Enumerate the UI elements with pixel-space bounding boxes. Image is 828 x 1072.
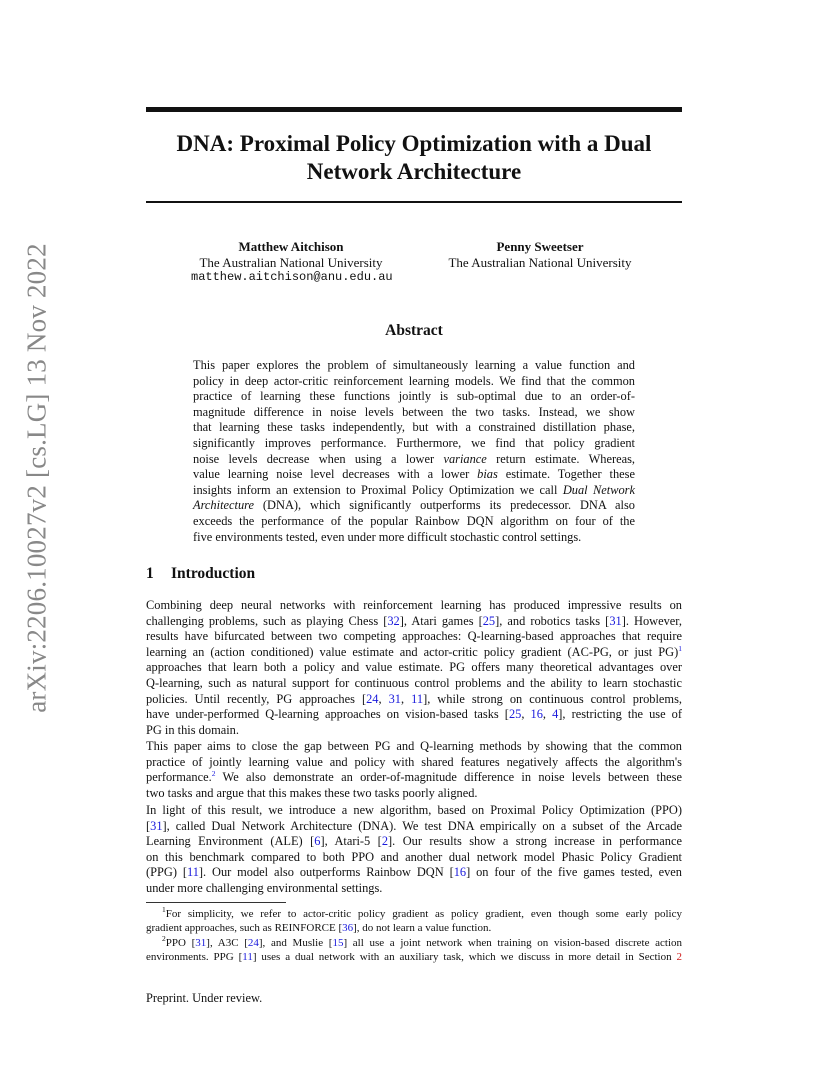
- citation-link[interactable]: 15: [332, 937, 344, 949]
- author-name: Matthew Aitchison: [238, 239, 344, 254]
- citation-link[interactable]: 32: [387, 613, 400, 628]
- paragraph-line: Q-learning, such as natural support for continuous control problems and the ability to learn stochastic: [146, 675, 682, 690]
- footnote-marker[interactable]: 2: [211, 769, 216, 779]
- paragraph-line: have under-performed Q-learning approaches on vision-based tasks [25, 16, 4], restricting the use of: [146, 707, 682, 722]
- abstract-line: five environments tested, even under more difficult stochastic control settings.: [193, 529, 582, 544]
- footnote-1: [146, 907, 682, 935]
- abstract-line: Architecture (DNA), which significantly outperforms its predecessor. DNA also: [193, 498, 635, 513]
- author-affiliation: The Australian National University: [448, 254, 632, 270]
- abstract-line: practice of learning these functions jointly is sub-optimal due to an order-of-: [193, 389, 635, 404]
- abstract-line: significantly improves performance. Furthermore, we find that policy gradient: [193, 435, 635, 450]
- abstract-line: value learning noise level decreases with a lower bias estimate. Together these: [193, 467, 635, 482]
- paragraph-line: (PPG) [11]. Our model also outperforms Rainbow DQN [16] on four of the five games tested, even: [146, 865, 682, 880]
- paragraph-line: under more challenging environmental settings.: [146, 880, 383, 895]
- arxiv-identifier: [21, 243, 52, 713]
- paragraph-line: two tasks and argue that this makes these two tasks poorly aligned.: [146, 785, 478, 800]
- emphasis-dna-name: Architecture: [193, 498, 255, 513]
- citation-link[interactable]: 2: [381, 834, 389, 849]
- paragraph-line: [31], called Dual Network Architecture (DNA). We test DNA empirically on a subset of the Arcade: [146, 818, 682, 833]
- citation-link[interactable]: 4: [552, 707, 559, 722]
- section-title: Introduction: [171, 565, 256, 582]
- abstract-line: insights inform an extension to Proximal Policy Optimization we call Dual Network: [193, 482, 636, 497]
- paragraph-line: policies. Until recently, PG approaches [24, 31, 11], while strong on continuous control problems,: [146, 691, 682, 706]
- citation-link[interactable]: 31: [609, 613, 622, 628]
- abstract-line: magnitude difference in noise levels between the two tasks. Instead, we show: [193, 404, 635, 419]
- paragraph-2: [146, 739, 682, 801]
- paragraph-line: learning an (action conditioned) value estimate and actor-critic policy gradient (AC-PG, or just PG)$^1$: [146, 643, 682, 659]
- paragraph-line: performance.$^2$ We also demonstrate an order-of-magnitude difference in noise levels between these: [146, 769, 682, 785]
- footnote-2: [146, 936, 682, 964]
- author-1: [191, 239, 391, 286]
- paragraph-line: This paper aims to close the gap between PG and Q-learning methods by showing that the common: [146, 739, 682, 753]
- citation-link[interactable]: 11: [411, 691, 424, 706]
- footnote-line: environments. PPG [11] uses a dual network with an auxiliary task, which we discuss in more detail in Section 2: [146, 951, 682, 964]
- footnote-line: gradient approaches, such as REINFORCE [36], do not learn a value function.: [146, 922, 492, 935]
- citation-link[interactable]: 16: [530, 707, 543, 722]
- emphasis-variance: variance: [443, 451, 487, 466]
- paragraph-line: Learning Environment (ALE) [6], Atari-5 [2]. Our results show a strong increase in performance: [146, 834, 682, 849]
- title-top-rule: [146, 107, 682, 112]
- author-affiliation: The Australian National University: [199, 254, 383, 270]
- section-number: 1: [146, 565, 154, 582]
- abstract-line: noise levels decrease when using a lower variance return estimate. Whereas,: [193, 451, 635, 466]
- section-ref-link[interactable]: 2: [676, 951, 682, 964]
- citation-link[interactable]: 31: [388, 691, 401, 706]
- paragraph-line: practice of jointly learning value and policy with shared features negatively affects the algorithm's: [146, 754, 682, 769]
- title-line-2: Network Architecture: [306, 159, 522, 184]
- paragraph-1: [146, 598, 682, 738]
- emphasis-dna-name: Dual Network: [562, 482, 636, 497]
- footnote-number: 1: [162, 905, 166, 914]
- footnote-number: 2: [162, 934, 166, 943]
- author-2: [440, 239, 640, 270]
- emphasis-bias: bias: [477, 467, 498, 482]
- footnote-line: $^1$For simplicity, we refer to actor-critic policy gradient as policy gradient, even though some early policy: [162, 905, 682, 920]
- citation-link[interactable]: 36: [342, 922, 354, 935]
- citation-link[interactable]: 11: [242, 951, 253, 964]
- citation-link[interactable]: 24: [366, 691, 379, 706]
- paragraph-3: [146, 803, 682, 897]
- citation-link[interactable]: 24: [247, 937, 259, 949]
- abstract-body: [193, 358, 635, 545]
- title-bottom-rule: [146, 201, 682, 203]
- paragraph-line: PG in this domain.: [146, 722, 239, 737]
- citation-link[interactable]: 6: [314, 834, 321, 849]
- page-footer: Preprint. Under review.: [146, 991, 263, 1005]
- abstract-heading: Abstract: [385, 322, 443, 339]
- paper-title: [146, 130, 682, 186]
- author-name: Penny Sweetser: [496, 239, 584, 254]
- paragraph-line: In light of this result, we introduce a new algorithm, based on Proximal Policy Optimization (PPO): [146, 803, 682, 817]
- citation-link[interactable]: 25: [482, 613, 496, 628]
- paragraph-line: results have bifurcated between two competing approaches: Q-learning-based approaches that require: [146, 629, 682, 644]
- footnote-line: $^2$PPO [31], A3C [24], and Muslie [15] all use a joint network when training on vision-based discrete action: [162, 934, 683, 949]
- citation-link[interactable]: 25: [508, 707, 522, 722]
- title-line-1: DNA: Proximal Policy Optimization with a Dual: [176, 131, 652, 156]
- abstract-line: that learning these tasks independently, but with a constrained distillation phase,: [193, 420, 635, 435]
- paragraph-line: challenging problems, such as playing Chess [32], Atari games [25], and robotics tasks [31]. However,: [146, 613, 683, 628]
- abstract-line: This paper explores the problem of simultaneously learning a value function and: [193, 358, 635, 372]
- footnote-marker[interactable]: 1: [678, 643, 682, 653]
- abstract-line: policy in deep actor-critic reinforcement learning models. We find that the common: [193, 373, 635, 388]
- citation-link[interactable]: 11: [186, 865, 199, 880]
- section-heading: [146, 565, 255, 583]
- paragraph-line: Combining deep neural networks with reinforcement learning has produced impressive results on: [146, 598, 682, 612]
- paragraph-line: approaches that learn both a policy and value estimate. PG offers many theoretical advantages over: [146, 660, 682, 675]
- citation-link[interactable]: 16: [453, 865, 467, 880]
- citation-link[interactable]: 31: [195, 937, 207, 949]
- citation-link[interactable]: 31: [150, 818, 163, 833]
- footnote-rule: [146, 902, 286, 903]
- paragraph-line: on this benchmark compared to both PPO and another dual network model Phasic Policy Gradient: [146, 849, 682, 864]
- abstract-line: exceeds the performance of the popular Rainbow DQN algorithm on four of the: [193, 513, 635, 528]
- arxiv-identifier-text: arXiv:2206.10027v2 [cs.LG] 13 Nov 2022: [21, 243, 52, 713]
- author-email[interactable]: matthew.aitchison@anu.edu.au: [191, 270, 393, 284]
